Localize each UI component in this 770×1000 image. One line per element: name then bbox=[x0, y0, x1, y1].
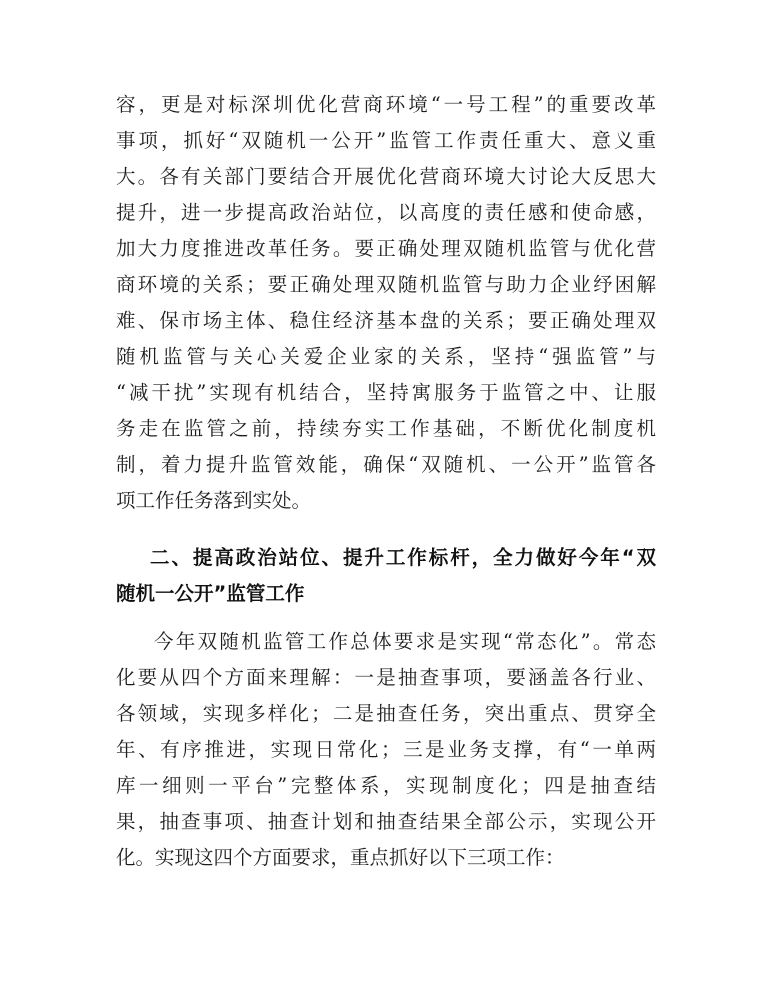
paragraph-1-line-9: “减干扰”实现有机结合，坚持寓服务于监管之中、让服 bbox=[116, 381, 656, 404]
paragraph-1-line-1: 容，更是对标深圳优化营商环境“一号工程”的重要改革 bbox=[116, 93, 656, 116]
paragraph-2-line-7: 化。实现这四个方面要求，重点抓好以下三项工作： bbox=[116, 846, 565, 869]
paragraph-2-line-4: 年、有序推进，实现日常化；三是业务支撑，有“一单两 bbox=[116, 738, 656, 761]
paragraph-2-line-5: 库一细则一平台”完整体系，实现制度化；四是抽查结 bbox=[116, 774, 656, 797]
paragraph-2-line-2: 化要从四个方面来理解：一是抽查事项，要涵盖各行业、 bbox=[116, 666, 656, 689]
paragraph-1-line-5: 加大力度推进改革任务。要正确处理双随机监管与优化营 bbox=[116, 237, 656, 260]
paragraph-1-line-6: 商环境的关系；要正确处理双随机监管与助力企业纾困解 bbox=[116, 273, 656, 296]
paragraph-1-line-4: 提升，进一步提高政治站位，以高度的责任感和使命感， bbox=[116, 201, 656, 224]
paragraph-1-line-12: 项工作任务落到实处。 bbox=[116, 489, 312, 512]
paragraph-1-line-8: 随机监管与关心关爱企业家的关系，坚持“强监管”与 bbox=[116, 345, 656, 368]
paragraph-2-line-1: 今年双随机监管工作总体要求是实现“常态化”。常态 bbox=[154, 630, 656, 653]
paragraph-2-line-6: 果，抽查事项、抽查计划和抽查结果全部公示，实现公开 bbox=[116, 810, 656, 833]
paragraph-2-line-3: 各领域，实现多样化；二是抽查任务，突出重点、贯穿全 bbox=[116, 702, 656, 725]
paragraph-1-line-7: 难、保市场主体、稳住经济基本盘的关系；要正确处理双 bbox=[116, 309, 656, 332]
paragraph-1-line-11: 制，着力提升监管效能，确保“双随机、一公开”监管各 bbox=[116, 453, 656, 476]
paragraph-1-line-10: 务走在监管之前，持续夯实工作基础，不断优化制度机 bbox=[116, 417, 656, 440]
section-heading-line-2: 随机一公开”监管工作 bbox=[116, 582, 305, 605]
paragraph-1-line-2: 事项，抓好“双随机一公开”监管工作责任重大、意义重 bbox=[116, 129, 656, 152]
paragraph-1-line-3: 大。各有关部门要结合开展优化营商环境大讨论大反思大 bbox=[116, 165, 656, 188]
section-heading-line-1: 二、提高政治站位、提升工作标杆，全力做好今年“双 bbox=[150, 546, 656, 569]
